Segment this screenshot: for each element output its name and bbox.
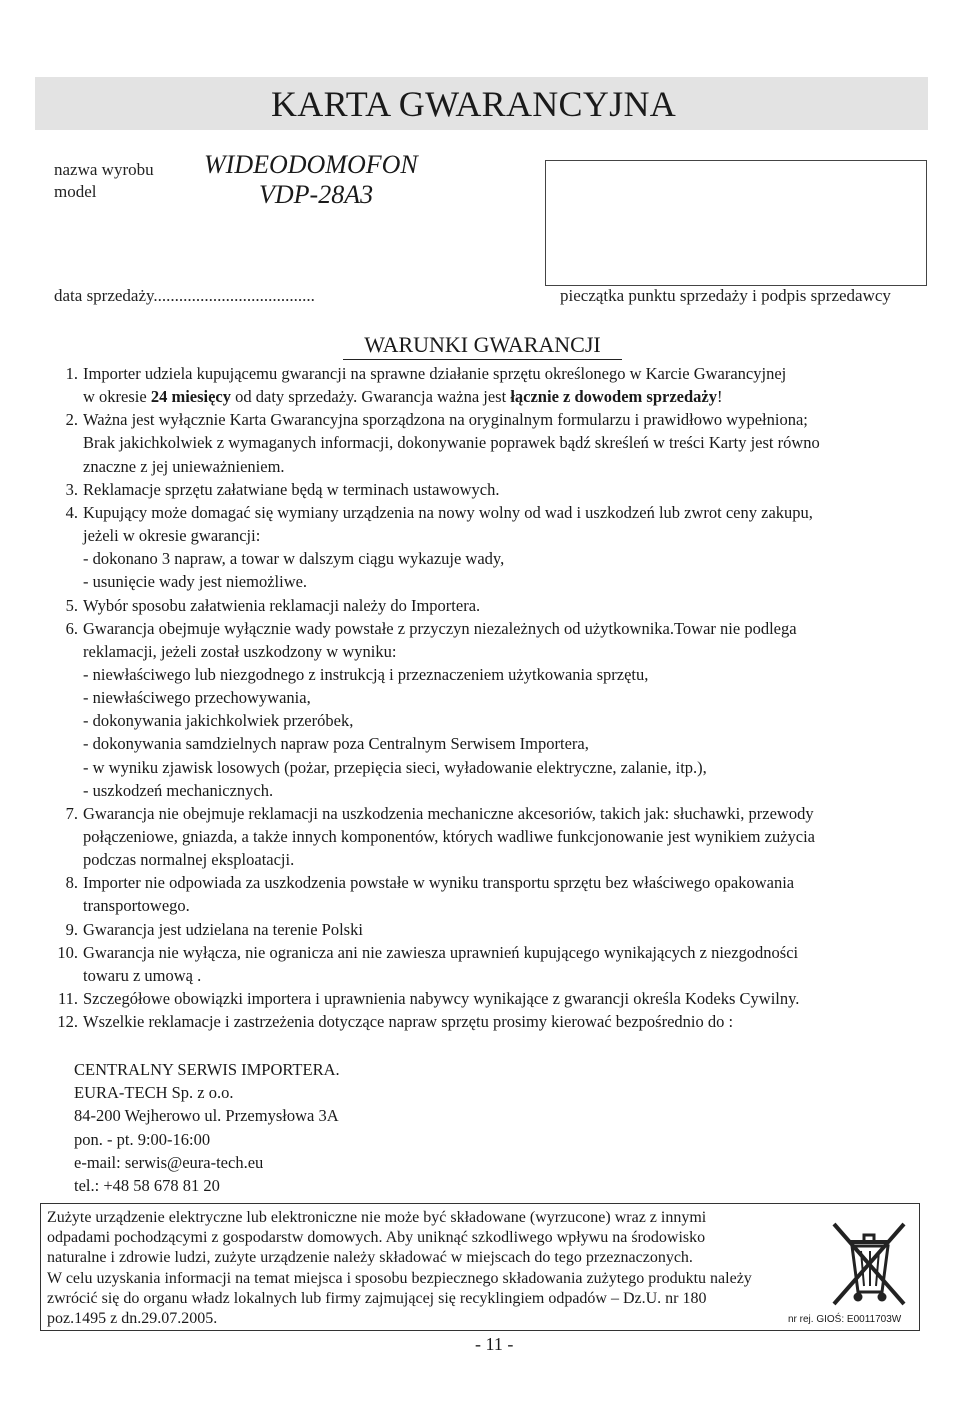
condition-line: Importer udziela kupującemu gwarancji na sprawne działanie sprzętu określonego w Karcie Gwarancyjnej [83, 364, 787, 383]
condition-line: jeżeli w okresie gwarancji: [83, 526, 261, 546]
condition-line: Kupujący może domagać się wymiany urządzenia na nowy wolny od wad i uszkodzeń lub zwrot ceny zakupu, [83, 502, 813, 522]
condition-number: 12. [57, 1012, 78, 1032]
condition-line: Reklamacje sprzętu załatwiane będą w terminach ustawowych. [83, 479, 500, 499]
condition-number: 9. [65, 919, 78, 939]
condition-line: Brak jakichkolwiek z wymaganych informacji, dokonywanie poprawek bądź skreśleń w treści Karty jest równo [83, 433, 820, 453]
condition-line: - niewłaściwego przechowywania, [83, 688, 311, 708]
condition-line: Wszelkie reklamacje i zastrzeżenia dotyczące napraw sprzętu prosimy kierować bezpośrednio do : [83, 1012, 734, 1032]
condition-line: Wybór sposobu załatwienia reklamacji należy do Importera. [83, 595, 481, 615]
condition-number: 7. [65, 803, 78, 823]
condition-number: 10. [57, 942, 78, 962]
condition-line: - niewłaściwego lub niezgodnego z instrukcją i przeznaczeniem użytkowania sprzętu, [83, 664, 649, 684]
conditions-title: WARUNKI GWARANCJI [343, 333, 622, 360]
condition-line: transportowego. [83, 896, 190, 916]
contact-line: EURA-TECH Sp. z o.o. [74, 1083, 234, 1103]
condition-number: 2. [65, 410, 78, 430]
weee-line: naturalne i zdrowie ludzi, zużyte urządzenie należy składować w miejscach do tego przeznaczonych. [47, 1249, 693, 1267]
weee-line: poz.1495 z dn.29.07.2005. [47, 1310, 218, 1327]
sale-date-label: data sprzedaży...................................... [54, 286, 315, 305]
product-name-label: nazwa wyrobu [54, 160, 154, 179]
condition-line: podczas normalnej eksploatacji. [83, 850, 295, 870]
contact-line: 84-200 Wejherowo ul. Przemysłowa 3A [74, 1106, 339, 1126]
condition-line: - dokonywania samdzielnych napraw poza Centralnym Serwisem Importera, [83, 734, 589, 754]
condition-line: Importer nie odpowiada za uszkodzenia powstałe w wyniku transportu sprzętu bez właściwego opakowania [83, 873, 795, 893]
condition-line: reklamacji, jeżeli został uszkodzony w wyniku: [83, 641, 397, 661]
weee-line: zwrócić się do organu władz lokalnych lub firmy zajmującej się recyklingiem odpadów – Dz.U. nr 180 [47, 1289, 707, 1307]
page-title: KARTA GWARANCYJNA [271, 84, 677, 124]
condition-number: 4. [65, 502, 78, 522]
condition-line: Gwarancja jest udzielana na terenie Polski [83, 919, 363, 939]
product-name-value: WIDEODOMOFON [204, 150, 418, 179]
contact-line: tel.: +48 58 678 81 20 [74, 1176, 220, 1195]
condition-line: - uszkodzeń mechanicznych. [83, 780, 274, 800]
condition-number: 5. [65, 595, 78, 615]
condition-line: Ważna jest wyłącznie Karta Gwarancyjna sporządzona na oryginalnym formularzu i prawidłowo wypełniona; [83, 410, 808, 430]
condition-line: - dokonano 3 napraw, a towar w dalszym ciągu wykazuje wady, [83, 549, 505, 569]
condition-line: połączeniowe, gniazda, a także innych komponentów, których wadliwe funkcjonowanie jest wynikiem zużycia [83, 827, 816, 846]
contact-line: CENTRALNY SERWIS IMPORTERA. [74, 1060, 340, 1079]
condition-line: - dokonywania jakichkolwiek przeróbek, [83, 711, 354, 731]
stamp-signature-box[interactable] [545, 160, 927, 286]
weee-line: Zużyte urządzenie elektryczne lub elektroniczne nie może być składowane (wyrzucone) wraz z innymi [47, 1209, 707, 1226]
contact-line: pon. - pt. 9:00-16:00 [74, 1129, 211, 1149]
condition-number: 3. [65, 479, 78, 499]
condition-line: - usunięcie wady jest niemożliwe. [83, 572, 308, 592]
weee-line: odpadami pochodzącymi z gospodarstw domowych. Aby uniknąć szkodliwego wpływu na środowisko [47, 1229, 706, 1247]
page-number: - 11 - [475, 1334, 514, 1354]
condition-number: 8. [65, 873, 78, 893]
weee-line: W celu uzyskania informacji na temat miejsca i sposobu bezpiecznego składowania zużytego produktu należy [47, 1269, 752, 1287]
condition-line: Gwarancja nie wyłącza, nie ogranicza ani nie zawiesza uprawnień kupującego wynikających z niezgodności [83, 942, 799, 962]
title-band [35, 77, 928, 130]
condition-number: 6. [65, 618, 78, 638]
crossed-out-wheelie-bin-icon [828, 1218, 910, 1310]
registry-number: nr rej. GIOŚ: E0011703W [788, 1314, 902, 1325]
condition-line: Szczegółowe obowiązki importera i uprawnienia nabywcy wynikające z gwarancji określa Kodeks Cywilny. [83, 989, 800, 1009]
stamp-label: pieczątka punktu sprzedaży i podpis sprzedawcy [560, 286, 891, 305]
condition-line: Gwarancja obejmuje wyłącznie wady powstałe z przyczyn niezależnych od użytkownika.Towar nie podlega [83, 618, 797, 638]
condition-number: 11. [57, 989, 78, 1009]
condition-line: w okresie 24 miesięcy od daty sprzedaży. Gwarancja ważna jest łącznie z dowodem sprzedaży! [83, 387, 723, 407]
condition-line: towaru z umową . [83, 965, 202, 985]
condition-line: - w wyniku zjawisk losowych (pożar, przepięcia sieci, wyładowanie elektryczne, zalanie, itp.), [83, 757, 707, 777]
condition-number: 1. [65, 364, 78, 383]
model-label: model [54, 182, 97, 201]
product-model-value: VDP-28A3 [259, 180, 374, 209]
condition-line: znaczne z jej unieważnieniem. [83, 456, 285, 476]
condition-line: Gwarancja nie obejmuje reklamacji na uszkodzenia mechaniczne akcesoriów, takich jak: słuchawki, przewody [83, 803, 814, 823]
contact-line[interactable]: e-mail: serwis@eura-tech.eu [74, 1152, 264, 1172]
